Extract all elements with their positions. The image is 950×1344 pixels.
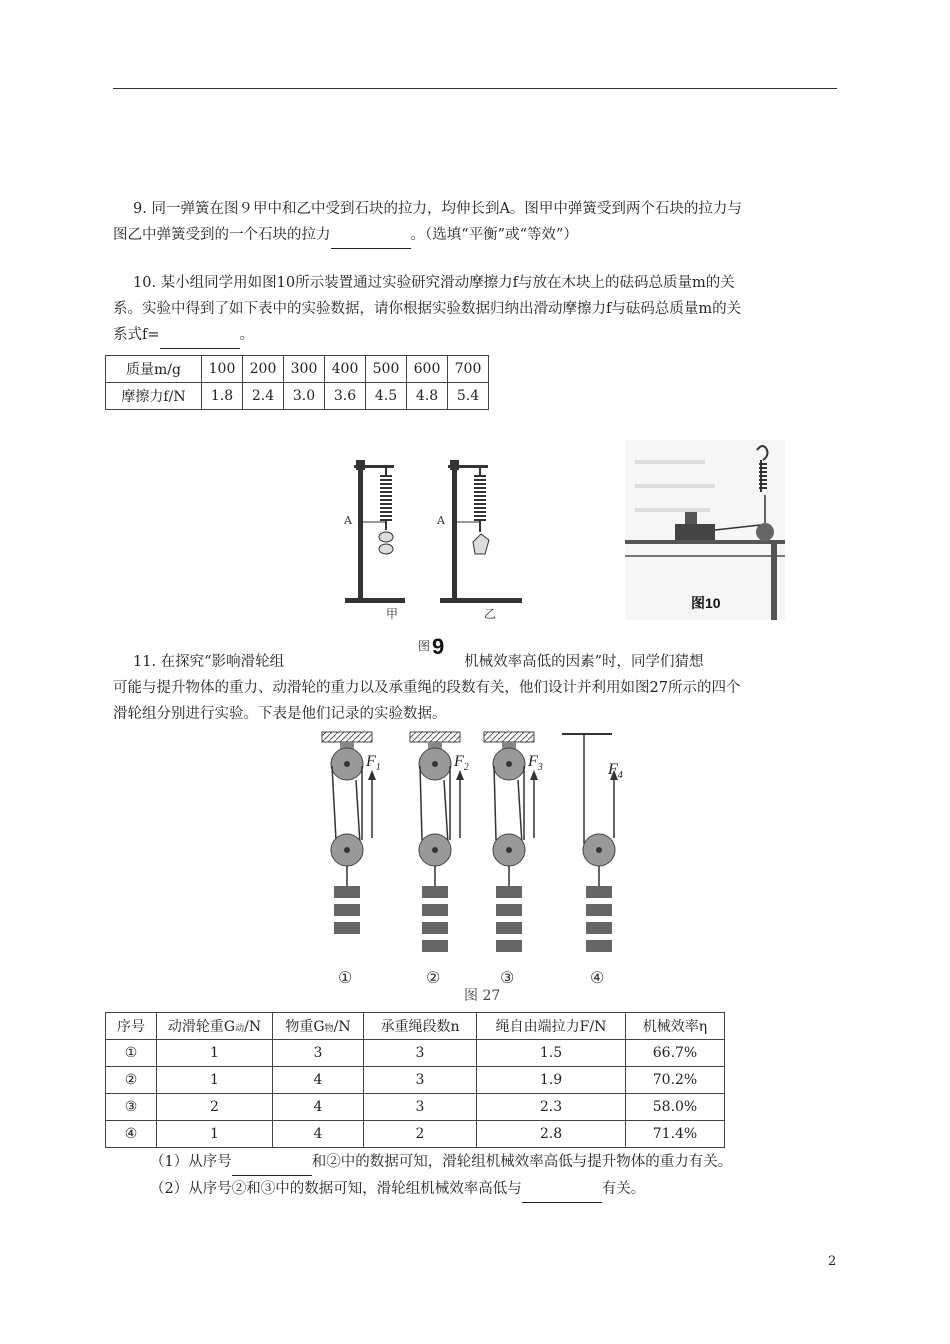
table-cell: 200 <box>243 356 284 383</box>
header-object-weight: 物重G物/N <box>273 1013 364 1040</box>
table-cell: 70.2% <box>626 1067 725 1094</box>
figure-27 <box>312 728 662 1006</box>
sub-question-1: （1）从序号 和②中的数据可知，滑轮组机械效率高低与提升物体的重力有关。 <box>150 1149 840 1176</box>
table-cell: 3.0 <box>284 383 325 410</box>
table-cell: 5.4 <box>448 383 489 410</box>
header-rope-segments: 承重绳段数n <box>364 1013 477 1040</box>
figure-9-caption-prefix: 图 <box>418 639 431 653</box>
table-cell: 71.4% <box>626 1121 725 1148</box>
sub-question-2: （2）从序号②和③中的数据可知，滑轮组机械效率高低与 有关。 <box>150 1176 840 1203</box>
table-cell: 1.8 <box>202 383 243 410</box>
question-9 <box>113 196 837 249</box>
force-label-3: $F_3$ <box>528 753 543 773</box>
table-cell: 4 <box>273 1121 364 1148</box>
figure-10 <box>625 440 785 620</box>
table-cell: 3 <box>364 1040 477 1067</box>
force-label-2: $F_2$ <box>454 753 469 773</box>
table-cell: 1.5 <box>477 1040 626 1067</box>
question-11 <box>113 649 837 727</box>
q10-line2: 系。实验中得到了如下表中的实验数据，请你根据实验数据归纳出滑动摩擦力f与砝码总质量m的关 <box>113 301 742 317</box>
table-cell: 1 <box>157 1121 273 1148</box>
figure-27-caption: 图 27 <box>464 988 501 1004</box>
label-a-yi: A <box>437 514 445 527</box>
table-row <box>106 356 489 383</box>
figure-9 <box>340 450 540 660</box>
table-cell: 400 <box>325 356 366 383</box>
table-cell: ③ <box>106 1094 157 1121</box>
friction-table <box>105 355 489 410</box>
table-cell: ④ <box>106 1121 157 1148</box>
table-leg <box>771 544 777 620</box>
table-cell: 3 <box>364 1094 477 1121</box>
spring-scale <box>759 460 767 492</box>
table-cell: 1 <box>157 1040 273 1067</box>
header-pulley-weight: 动滑轮重G动/N <box>157 1013 273 1040</box>
table-cell: 100 <box>202 356 243 383</box>
weight <box>685 512 697 524</box>
table-cell: ① <box>106 1040 157 1067</box>
table-row <box>106 1067 725 1094</box>
table-cell: 1.9 <box>477 1067 626 1094</box>
table-cell: 2.8 <box>477 1121 626 1148</box>
label-yi: 乙 <box>484 607 497 621</box>
system-number-2: ② <box>426 968 441 987</box>
table-row <box>106 1040 725 1067</box>
table-row <box>106 383 489 410</box>
label-a-jia: A <box>344 514 352 527</box>
q9-line2: 图乙中弹簧受到的一个石块的拉力 。（选填“平衡”或“等效”） <box>113 222 837 249</box>
table-cell: 500 <box>366 356 407 383</box>
table-cell: 4.5 <box>366 383 407 410</box>
table-cell: 质量m/g <box>106 356 202 383</box>
table-cell: 3 <box>364 1067 477 1094</box>
header-index: 序号 <box>106 1013 157 1040</box>
table-cell: 3 <box>273 1040 364 1067</box>
table-row <box>106 1121 725 1148</box>
label-jia: 甲 <box>386 607 399 621</box>
header-rule <box>113 88 837 89</box>
table-top <box>625 540 785 544</box>
q11-line2: 可能与提升物体的重力、动滑轮的重力以及承重绳的段数有关，他们设计并利用如图27所示的四个 <box>113 680 741 696</box>
table-cell: 4 <box>273 1067 364 1094</box>
table-cell: ② <box>106 1067 157 1094</box>
q11-line1: 11. 在探究“影响滑轮组 机械效率高低的因素”时，同学们猜想 <box>133 654 704 670</box>
force-label-4: $F_4$ <box>608 761 623 781</box>
header-efficiency: 机械效率η <box>626 1013 725 1040</box>
table-cell: 58.0% <box>626 1094 725 1121</box>
table-cell: 2 <box>364 1121 477 1148</box>
q9-answer-blank[interactable] <box>331 222 411 249</box>
force-label-1: $F_1$ <box>366 753 381 773</box>
q11-line3: 滑轮组分别进行实验。下表是他们记录的实验数据。 <box>113 706 447 722</box>
figure-10-caption: 图10 <box>691 595 721 611</box>
question-10 <box>113 270 837 349</box>
table-cell: 700 <box>448 356 489 383</box>
table-cell: 2.4 <box>243 383 284 410</box>
table-header-row <box>106 1013 725 1040</box>
efficiency-table <box>105 1012 725 1148</box>
page-number: 2 <box>828 1254 837 1269</box>
figure-9-caption-number: 9 <box>432 634 445 659</box>
sub1-answer-blank[interactable] <box>232 1149 312 1176</box>
table-cell: 2 <box>157 1094 273 1121</box>
table-cell: 4 <box>273 1094 364 1121</box>
table-cell: 4.8 <box>407 383 448 410</box>
wooden-block <box>675 524 715 540</box>
spring-stand-jia <box>345 460 405 603</box>
header-pull-force: 绳自由端拉力F/N <box>477 1013 626 1040</box>
table-cell: 1 <box>157 1067 273 1094</box>
table-cell: 66.7% <box>626 1040 725 1067</box>
table-cell: 3.6 <box>325 383 366 410</box>
q9-line1: 9. 同一弹簧在图９甲中和乙中受到石块的拉力，均伸长到A。图甲中弹簧受到两个石块的拉力与 <box>133 201 742 217</box>
table-cell: 300 <box>284 356 325 383</box>
q10-line3: 系式f= 。 <box>113 322 837 349</box>
spring-stand-yi <box>440 460 522 603</box>
system-number-4: ④ <box>590 968 605 987</box>
table-cell: 2.3 <box>477 1094 626 1121</box>
q10-line1: 10. 某小组同学用如图10所示装置通过实验研究滑动摩擦力f与放在木块上的砝码总质量m的关 <box>133 275 735 291</box>
table-cell: 摩擦力f/N <box>106 383 202 410</box>
table-row <box>106 1094 725 1121</box>
sub2-answer-blank[interactable] <box>522 1176 602 1203</box>
table-cell: 600 <box>407 356 448 383</box>
q10-answer-blank[interactable] <box>160 322 240 349</box>
system-number-3: ③ <box>500 968 515 987</box>
system-number-1: ① <box>338 968 353 987</box>
